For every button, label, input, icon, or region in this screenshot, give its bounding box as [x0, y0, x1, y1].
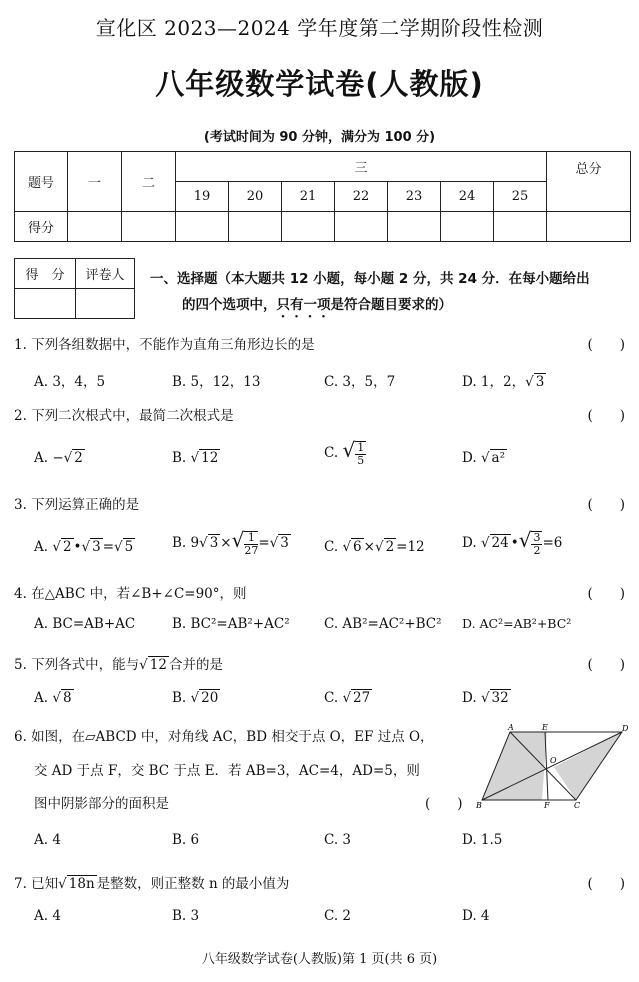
score-label: 得分 — [15, 212, 68, 242]
q2-c-numerator: 1 — [357, 440, 365, 454]
q1-d-radicand: 3 — [535, 374, 545, 390]
label-d: D — [622, 724, 629, 733]
q3-a-eq: = — [102, 539, 115, 555]
section-line2a: 的四个选项中， — [182, 297, 277, 313]
score-cell — [68, 212, 122, 242]
q3-c-text: C. — [324, 539, 343, 555]
label-b: B — [476, 801, 482, 808]
q4-option-a: A. BC=AB+AC — [34, 616, 136, 632]
q3-d-radicand: 24 — [491, 535, 509, 551]
q4-option-c: C. AB²=AC²+BC² — [324, 616, 442, 632]
q2-c-denominator: 5 — [357, 453, 365, 467]
q2-option-a: A. −√ 2 — [34, 450, 83, 466]
q2-option-d: D. √ a² — [462, 450, 506, 466]
q7-stem: 7. 已知√ 18n 是整数，则正整数 n 的最小值为 — [14, 876, 290, 892]
q3-d-numerator: 3 — [533, 530, 541, 544]
q4-option-b: B. BC²=AB²+AC² — [172, 616, 290, 632]
part3-header: 三 — [176, 152, 547, 182]
grader-box — [14, 258, 135, 319]
q3-d-text: D. — [462, 535, 481, 551]
q5-option-a: A. √ 8 — [34, 690, 72, 706]
q3-d-result: =6 — [542, 535, 563, 551]
sub-23: 23 — [388, 182, 441, 212]
label-f: F — [544, 801, 550, 808]
q6-option-b: B. 6 — [172, 832, 200, 848]
q1-stem: 1. 下列各组数据中，不能作为直角三角形边长的是 — [14, 337, 315, 353]
q7-answer-paren: ( ) — [587, 876, 625, 892]
q3-c-result: =12 — [396, 539, 425, 555]
q6-option-d: D. 1.5 — [462, 832, 503, 848]
q1-answer-paren: ( ) — [587, 337, 625, 353]
segment-ef — [545, 732, 548, 800]
q2-a-radicand: 2 — [74, 450, 83, 466]
label-a: A — [508, 723, 514, 732]
sub-24: 24 — [441, 182, 494, 212]
score-table — [14, 151, 631, 242]
section-line2c: 是符合题目要求的） — [330, 297, 452, 313]
q2-stem: 2. 下列二次根式中，最简二次根式是 — [14, 408, 234, 424]
label-e: E — [542, 723, 548, 732]
q5-b-text: B. — [172, 690, 191, 706]
q5-b-radicand: 20 — [201, 690, 219, 706]
sub-25: 25 — [494, 182, 547, 212]
q1-option-b: B. 5，12，13 — [172, 374, 261, 390]
q6-option-a: A. 4 — [34, 832, 61, 848]
grader-label: 评卷人 — [76, 259, 135, 289]
q1-option-c: C. 3，5，7 — [324, 374, 396, 390]
q3-a-radicand: 2 — [62, 539, 72, 555]
q3-d-dot: • — [510, 535, 519, 551]
parallelogram-figure — [472, 722, 632, 808]
score-cell — [388, 212, 441, 242]
q6-stem-line2: 交 AD 于点 F，交 BC 于点 E．若 AB=3，AC=4，AD=5，则 — [34, 763, 420, 779]
q-number-label: 题号 — [15, 152, 68, 212]
q5-stem-text: 5. 下列各式中，能与 — [14, 657, 140, 673]
q3-stem: 3. 下列运算正确的是 — [14, 497, 140, 513]
section-instructions — [150, 266, 630, 321]
section-line1: 一、选择题（本大题共 12 小题，每小题 2 分，共 24 分．在每小题给出 — [150, 271, 590, 287]
q6-stem-line1: 6. 如图，在▱ABCD 中，对角线 AC，BD 相交于点 O，EF 过点 O， — [14, 729, 434, 745]
q3-b-text: B. 9 — [172, 535, 200, 551]
part1-header: 一 — [68, 152, 122, 212]
q3-b-times: × — [220, 535, 232, 551]
q2-d-text: D. — [462, 450, 481, 466]
score-cell — [122, 212, 176, 242]
q2-option-b: B. √ 12 — [172, 450, 219, 466]
grader-score-cell — [15, 289, 76, 319]
q2-d-radicand: a² — [491, 450, 506, 466]
q2-b-radicand: 12 — [201, 450, 219, 466]
sub-22: 22 — [335, 182, 388, 212]
q2-c-text: C. — [324, 445, 343, 461]
q7-stem-text: 是整数，则正整数 n 的最小值为 — [96, 876, 290, 892]
q5-stem-radicand: 12 — [149, 657, 167, 673]
q5-option-b: B. √ 20 — [172, 690, 219, 706]
grader-name-cell — [76, 289, 135, 319]
shaded-region-left — [482, 732, 547, 800]
q2-b-text: B. — [172, 450, 191, 466]
q3-option-d: D. √ 24 •√ $\frac{3}{2}$ =6 — [462, 528, 563, 557]
q7-option-c: C. 2 — [324, 908, 352, 924]
q7-stem-text: 7. 已知 — [14, 876, 59, 892]
label-o: O — [550, 756, 557, 765]
q1-d-text: D. 1，2， — [462, 374, 526, 390]
q3-option-c: C. √ 6 ×√ 2 =12 — [324, 539, 425, 555]
score-cell — [547, 212, 631, 242]
q7-option-b: B. 3 — [172, 908, 200, 924]
q2-option-c: C. √ $\frac{1}{5}$ — [324, 438, 365, 467]
q5-stem-text: 合并的是 — [168, 657, 223, 673]
q5-option-c: C. √ 27 — [324, 690, 371, 706]
sub-19: 19 — [176, 182, 229, 212]
q5-c-radicand: 27 — [353, 690, 371, 706]
score-cell — [229, 212, 282, 242]
q5-d-text: D. — [462, 690, 481, 706]
q3-option-b: B. 9√ 3 ×√ $\frac{1}{27}$ =√ 3 — [172, 528, 289, 557]
q3-a-radicand: 3 — [92, 539, 101, 555]
shaded-region-right — [554, 732, 622, 800]
sub-20: 20 — [229, 182, 282, 212]
part2-header: 二 — [122, 152, 176, 212]
q3-c-radicand: 6 — [353, 539, 362, 555]
q4-option-d: D. AC²=AB²+BC² — [462, 616, 572, 631]
score-cell — [282, 212, 335, 242]
paper-title: 八年级数学试卷(人教版) — [155, 67, 484, 101]
q5-stem: 5. 下列各式中，能与√ 12 合并的是 — [14, 657, 223, 673]
q3-answer-paren: ( ) — [587, 497, 625, 513]
q5-a-text: A. — [34, 690, 53, 706]
q7-option-a: A. 4 — [34, 908, 61, 924]
q5-option-d: D. √ 32 — [462, 690, 509, 706]
q3-b-radicand: 3 — [209, 535, 219, 551]
q3-b-denominator: 27 — [244, 543, 259, 557]
q5-answer-paren: ( ) — [587, 657, 625, 673]
score-cell — [494, 212, 547, 242]
score-cell — [335, 212, 388, 242]
q3-option-a: A. √ 2 •√ 3 =√ 5 — [34, 539, 134, 555]
q3-c-times: × — [363, 539, 375, 555]
q3-b-radicand: 3 — [280, 535, 289, 551]
total-header: 总分 — [547, 152, 631, 212]
q3-d-denominator: 2 — [533, 543, 541, 557]
page-footer: 八年级数学试卷(人教版)第 1 页(共 6 页) — [201, 952, 438, 967]
exam-header: 宣化区 2023—2024 学年度第二学期阶段性检测 — [95, 16, 544, 40]
grader-score-label: 得 分 — [15, 259, 76, 289]
q3-b-eq: = — [258, 535, 270, 551]
q6-answer-paren: ( ) — [425, 796, 463, 812]
q3-c-radicand: 2 — [385, 539, 395, 555]
label-c: C — [574, 801, 581, 808]
q3-a-dot: • — [73, 539, 82, 555]
score-cell — [441, 212, 494, 242]
q1-option-a: A. 3，4，5 — [34, 374, 106, 390]
q6-stem-line3: 图中阴影部分的面积是 — [34, 796, 169, 812]
q5-a-radicand: 8 — [62, 690, 72, 706]
score-cell — [176, 212, 229, 242]
q3-a-text: A. — [34, 539, 53, 555]
q6-option-c: C. 3 — [324, 832, 352, 848]
q5-c-text: C. — [324, 690, 343, 706]
q1-option-d: D. 1，2，√ 3 — [462, 374, 545, 390]
q3-b-numerator: 1 — [244, 532, 258, 545]
q5-d-radicand: 32 — [491, 690, 509, 706]
sub-21: 21 — [282, 182, 335, 212]
q2-answer-paren: ( ) — [587, 408, 625, 424]
q2-a-text: A. − — [34, 450, 64, 466]
emphasis-text: 只有一项 — [276, 297, 331, 313]
exam-note: (考试时间为 90 分钟，满分为 100 分) — [203, 130, 436, 145]
q4-answer-paren: ( ) — [587, 586, 625, 602]
q4-stem: 4. 在△ABC 中，若∠B+∠C=90°，则 — [14, 586, 247, 602]
q3-a-radicand: 5 — [124, 539, 134, 555]
section-line2 — [150, 292, 630, 321]
q7-option-d: D. 4 — [462, 908, 490, 924]
q7-stem-radicand: 18n — [68, 876, 95, 892]
